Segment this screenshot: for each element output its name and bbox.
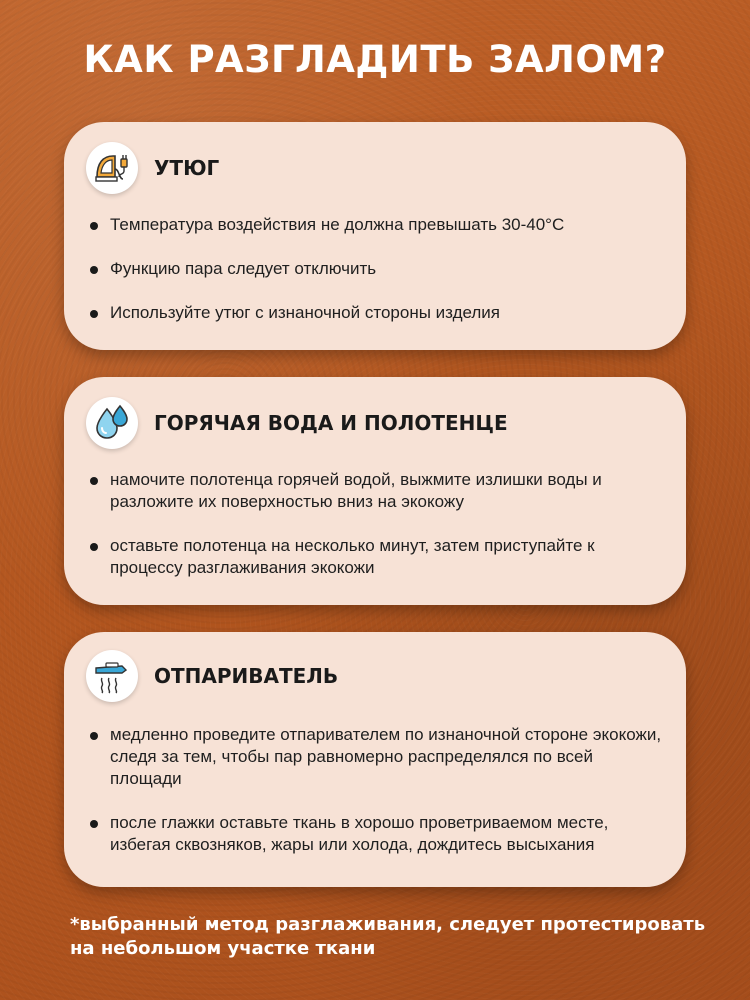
list-item bbox=[90, 535, 666, 579]
bullet-icon bbox=[90, 477, 98, 485]
card-hot-water bbox=[64, 377, 686, 605]
page-title: КАК РАЗГЛАДИТЬ ЗАЛОМ? bbox=[83, 38, 667, 81]
list-item bbox=[90, 214, 666, 236]
bullet-icon bbox=[90, 266, 98, 274]
footnote: *выбранный метод разглаживания, следует протестировать на небольшом участке ткани bbox=[70, 914, 706, 959]
card-steamer bbox=[64, 632, 686, 887]
list-item-text: Функцию пара следует отключить bbox=[110, 259, 377, 278]
steamer-icon bbox=[86, 650, 138, 702]
bullet-icon bbox=[90, 732, 98, 740]
bullet-icon bbox=[90, 310, 98, 318]
card-header bbox=[86, 650, 338, 702]
card-title: ГОРЯЧАЯ ВОДА И ПОЛОТЕНЦЕ bbox=[154, 411, 508, 435]
card-title: ОТПАРИВАТЕЛЬ bbox=[154, 664, 339, 688]
list-item bbox=[90, 469, 666, 513]
list-item-text: Температура воздействия не должна превышать 30-40°С bbox=[110, 215, 565, 234]
card-title: УТЮГ bbox=[154, 156, 220, 180]
list-item bbox=[90, 724, 666, 790]
bullet-icon bbox=[90, 222, 98, 230]
list-item-text: Используйте утюг с изнаночной стороны изделия bbox=[110, 303, 500, 322]
list-item-text: медленно проведите отпаривателем по изнаночной стороне экокожи, следя за тем, чтобы пар равномерно распределялся по всей площади bbox=[110, 725, 662, 788]
list-item bbox=[90, 258, 666, 280]
list-item bbox=[90, 812, 666, 856]
list-item-text: намочите полотенца горячей водой, выжмите излишки воды и разложите их поверхностью вниз на экокожу bbox=[110, 470, 602, 511]
list-item-text: оставьте полотенца на несколько минут, затем приступайте к процессу разглаживания экокожи bbox=[110, 536, 595, 577]
bullet-icon bbox=[90, 820, 98, 828]
card-header bbox=[86, 397, 508, 449]
bullet-icon bbox=[90, 543, 98, 551]
iron-icon bbox=[86, 142, 138, 194]
card-iron bbox=[64, 122, 686, 350]
card-header bbox=[86, 142, 219, 194]
list-item bbox=[90, 302, 666, 324]
list-item-text: после глажки оставьте ткань в хорошо проветриваемом месте, избегая сквозняков, жары или холода, дождитесь высыхания bbox=[110, 813, 609, 854]
water-drops-icon bbox=[86, 397, 138, 449]
